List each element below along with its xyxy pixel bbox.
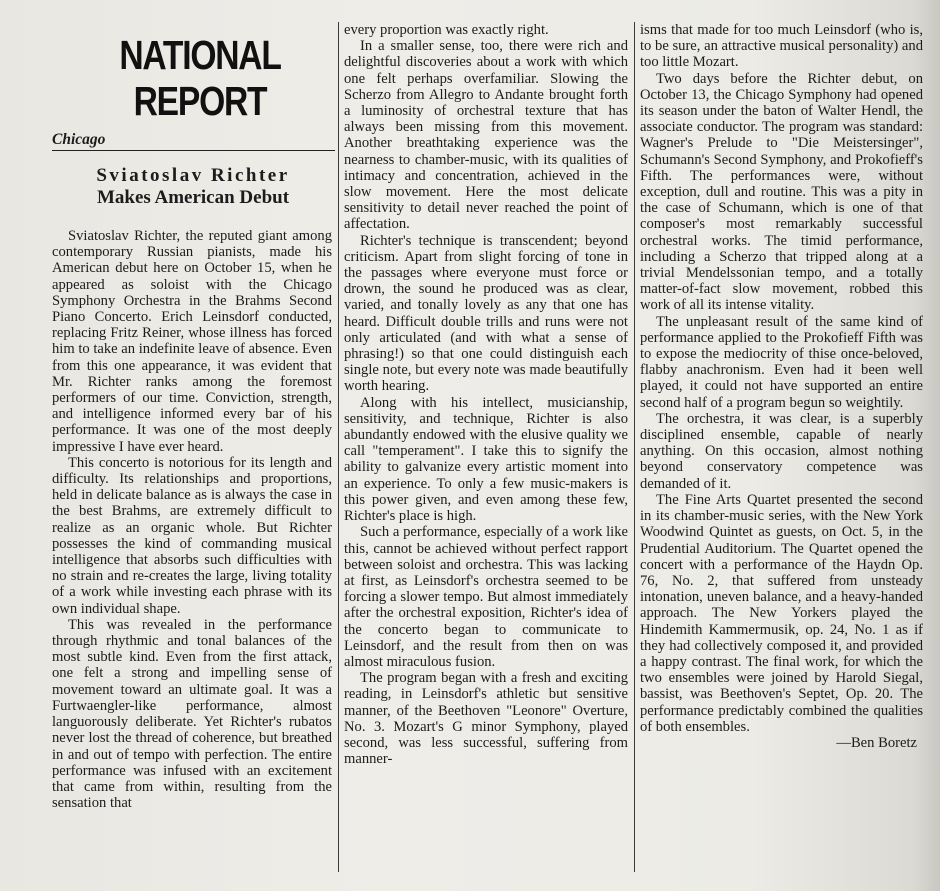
- section-city: Chicago: [52, 131, 335, 151]
- article-headline: [52, 165, 334, 209]
- paragraph: The program began with a fresh and exciting reading, in Leinsdorf's athletic but sensitive manner, of the Beethoven "Leonore" Overture, No. 3. Mozart's G minor Symphony, played second, was less successful, suffering from manner-: [344, 670, 628, 768]
- paragraph: Along with his intellect, musicianship, sensitivity, and technique, Richter is also abundantly endowed with the elusive quality we call "temperament". I take this to signify the ability to galvanize every artistic moment into an experience. To only a few music-makers is this power given, and even among these few, Richter's place is high.: [344, 394, 628, 525]
- paragraph: every proportion was exactly right.: [344, 22, 549, 38]
- column-divider-2: [634, 22, 635, 872]
- byline: —Ben Boretz: [836, 734, 917, 751]
- article-column-1: [52, 228, 332, 878]
- paragraph: Such a performance, especially of a work like this, cannot be achieved without perfect rapport between soloist and orchestra. This was lacking at first, as Leinsdorf's orchestra seemed to be forcing a slower tempo. But almost immediately after the orchestral exposition, Richter's idea of the concerto began to communicate to Leinsdorf, and the result from then on was almost miraculous fusion.: [344, 524, 628, 670]
- column-divider-1: [338, 22, 339, 872]
- paragraph: This was revealed in the performance through rhythmic and tonal balances of the most subtle kind. Even from the first attack, one felt a strong and impelling sense of movement toward an ultimate goal. It was a Furtwaengler-like performance, almost languorously deliberate. Yet Richter's rubatos never lost the thread of coherence, but breathed in and out of tempo with perfection. The entire performance was infused with an excitement that came from within, resulting from the sensation that: [52, 616, 332, 812]
- paragraph: This concerto is notorious for its length and difficulty. Its relationships and proportions, held in delicate balance as is always the case in the best Brahms, are extremely difficult to realize as an organic whole. But Richter possesses the kind of commanding musical intelligence that absorbs such difficulties with no strain and re-creates the large, living totality of a work while investing each phrase with its own individual shape.: [52, 454, 332, 617]
- paragraph: In a smaller sense, too, there were rich and delightful discoveries about a work with which one felt perhaps overfamiliar. Slowing the Scherzo from Allegro to Andante brought forth a luminosity of orchestral texture that has always been missing from this movement. Another breathtaking experience was the nearness to chamber-music, with its qualities of intimacy and concentration, achieved in the slow movement. Here the most delicate sensitivity to detail never reached the point of affectation.: [344, 38, 628, 233]
- headline-line1: Sviatoslav Richter: [96, 165, 290, 186]
- paragraph: The unpleasant result of the same kind of performance applied to the Prokofieff Fifth was to expose the mediocrity of thise once-beloved, flabby anachronism. Even had it been well played, it could not have supported an entire second half of a program begun so weightily.: [640, 313, 923, 411]
- paragraph: The Fine Arts Quartet presented the second in its chamber-music series, with the New York Woodwind Quintet as guests, on Oct. 5, in the Prudential Auditorium. The Quartet opened the concert with a performance of the Haydn Op. 76, No. 2, that suffered from unsteady intonation, uneven balance, and a heavy-handed approach. The New Yorkers played the Hindemith Kammermusik, op. 24, No. 1 as if they had collectively composed it, and provided a happy contrast. The final work, for which the two ensembles were joined by Harold Siegal, bassist, was Beethoven's Septet, Op. 20. The performance predictably combined the qualities of both ensembles.: [640, 491, 923, 735]
- paragraph: Two days before the Richter debut, on October 13, the Chicago Symphony had opened its season under the baton of Walter Hendl, the associate conductor. The program was standard: Wagner's Prelude to "Die Meistersinger", Schumann's Second Symphony, and Prokofieff's Fifth. The performances were, without exception, dull and routine. This was a pity in the case of Schumann, which is one of that composer's most remarkably successful orchestral works. The timid performance, including a Scherzo that tripped along at a trivial Mendelssonian tempo, and a totally matter-of-fact slow movement, robbed this work of all its intense vitality.: [640, 70, 923, 314]
- paragraph: The orchestra, it was clear, is a superbly disciplined ensemble, capable of nearly anything. On this occasion, almost nothing beyond conservatory competence was demanded of it.: [640, 410, 923, 492]
- article-column-2: [344, 22, 628, 872]
- paragraph: Richter's technique is transcendent; beyond criticism. Apart from slight forcing of tone in the passages where everyone must force or drown, the sound he produced was as clear, varied, and tonally lovely as any that one has heard. Difficult double trills and runs were not only articulated (and with what a sense of phrasing!) so that one could distinguish each single note, but every note was made beautifully worth hearing.: [344, 232, 628, 395]
- masthead-line1: NATIONAL: [119, 32, 281, 78]
- paragraph: Sviatoslav Richter, the reputed giant among contemporary Russian pianists, made his American debut here on October 15, when he appeared as soloist with the Chicago Symphony Orchestra in the Brahms Second Piano Concerto. Erich Leinsdorf conducted, replacing Fritz Reiner, whose illness has forced him to take an indefinite leave of absence. Even from this one appearance, it was evident that Mr. Richter ranks among the foremost performers of our time. Conviction, strength, and intelligence informed every bar of his performance. It was one of the most deeply impressive I have ever heard.: [52, 228, 332, 455]
- headline-line2: Makes American Debut: [96, 187, 290, 208]
- article-column-3: [640, 22, 923, 872]
- paragraph: isms that made for too much Leinsdorf (who is, to be sure, an attractive musical personality) and too little Mozart.: [640, 22, 923, 71]
- masthead: [118, 32, 282, 124]
- masthead-line2: REPORT: [133, 78, 267, 124]
